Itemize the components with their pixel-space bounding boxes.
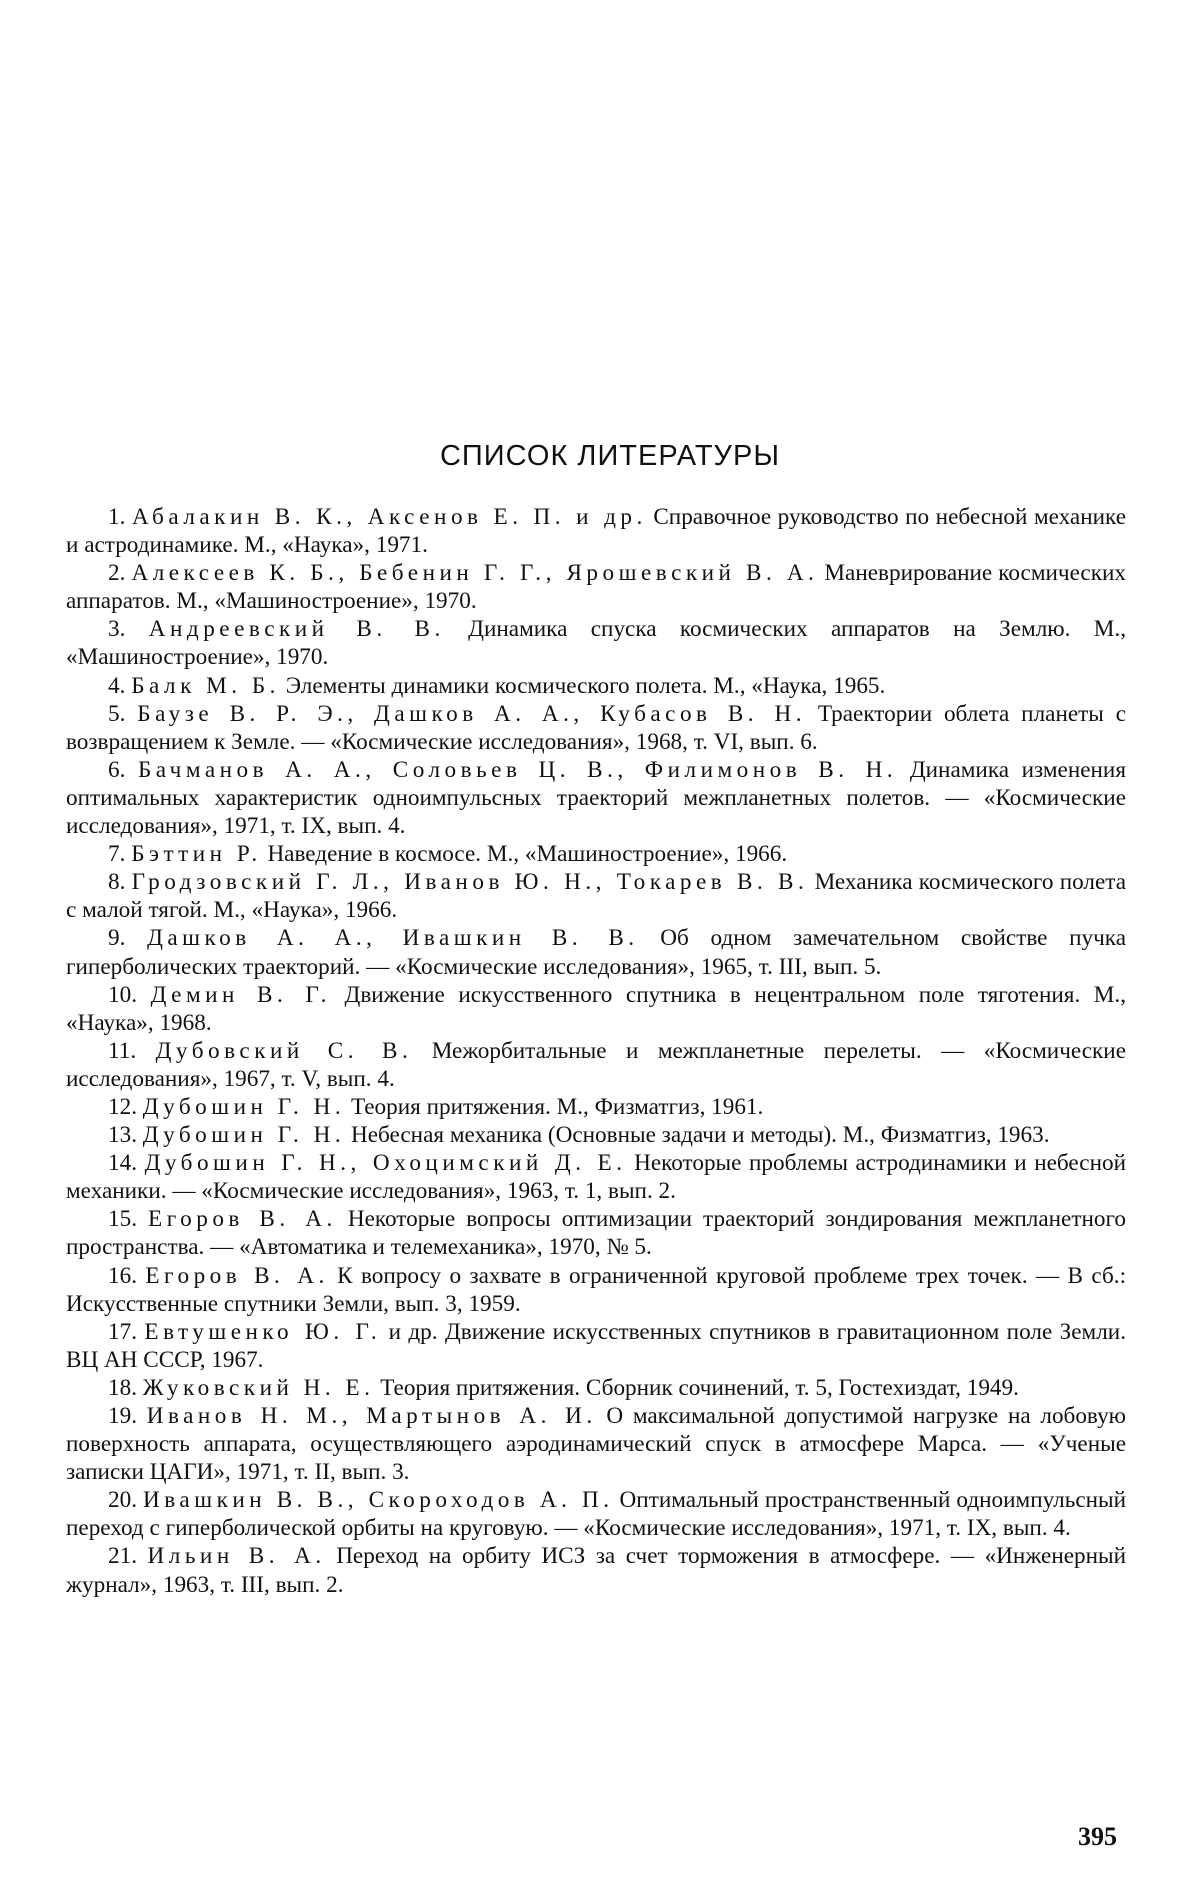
reference-number: 4.	[108, 672, 126, 699]
reference-authors: Дашков А. А., Ивашкин В. В.	[147, 925, 639, 952]
reference-authors: Дубовский С. В.	[155, 1037, 413, 1064]
reference-authors: Ильин В. А.	[147, 1543, 326, 1570]
reference-authors: Егоров В. А.	[145, 1262, 329, 1289]
reference-text: Некоторые проблемы астродинамики и небесной механики. — «Космические исследования», 1963, т. 1, вып. 2.	[66, 1150, 1126, 1205]
reference-text: и др. Движение искусственных спутников в гравитационном поле Земли. ВЦ АН СССР, 1967.	[66, 1318, 1127, 1373]
reference-number: 2.	[108, 560, 126, 587]
reference-number: 10.	[108, 981, 137, 1008]
page-title: СПИСОК ЛИТЕРАТУРЫ	[439, 440, 780, 472]
reference-number: 19.	[108, 1403, 137, 1429]
reference-text: Динамика спуска космических аппаратов на Землю. М., «Машиностроение», 1970.	[66, 616, 1126, 671]
reference-number: 8.	[108, 869, 126, 896]
page-number: 395	[1078, 1822, 1117, 1851]
reference-list	[66, 503, 1126, 1599]
reference-item	[66, 756, 1126, 840]
reference-authors: Баузе В. Р. Э., Дашков А. А., Кубасов В. Н.	[137, 700, 806, 727]
reference-item	[66, 672, 1126, 700]
reference-text: Теория притяжения. Сборник сочинений, т. 5, Гостехиздат, 1949.	[380, 1374, 1019, 1401]
reference-authors: Алексеев К. Б., Бебенин Г. Г., Ярошевский В. А.	[131, 560, 819, 587]
reference-authors: Демин В. Г.	[150, 981, 331, 1008]
reference-number: 5.	[108, 700, 126, 727]
reference-number: 6.	[108, 756, 126, 783]
reference-authors: Гродзовский Г. Л., Иванов Ю. Н., Токарев В. В.	[131, 869, 809, 896]
reference-text: Наведение в космосе. М., «Машиностроение», 1966.	[267, 841, 788, 868]
reference-text: Движение искусственного спутника в нецентральном поле тяготения. М., «Наука», 1968.	[66, 981, 1127, 1036]
reference-text: Справочное руководство по небесной механике и астродинамике. М., «Наука», 1971.	[66, 504, 1127, 559]
reference-item	[66, 559, 1126, 615]
reference-item	[66, 1374, 1126, 1402]
reference-number: 16.	[108, 1262, 137, 1289]
reference-number: 7.	[108, 841, 126, 868]
reference-item	[66, 615, 1126, 671]
reference-item	[66, 1121, 1126, 1149]
reference-authors: Егоров В. А.	[148, 1206, 337, 1233]
reference-number: 21.	[108, 1543, 137, 1570]
reference-text: Об одном замечательном свойстве пучка гиперболических траекторий. — «Космические исследования», 1965, т. III, вып. 5.	[66, 925, 1127, 980]
reference-number: 15.	[108, 1206, 137, 1233]
reference-number: 3.	[108, 616, 126, 643]
reference-item	[66, 1093, 1126, 1121]
reference-authors: Дубошин Г. Н.	[142, 1093, 346, 1120]
reference-authors: Бачманов А. А., Соловьев Ц. В., Филимонов В. Н.	[137, 756, 898, 783]
reference-item	[66, 868, 1126, 924]
reference-text: Оптимальный пространственный одноимпульсный переход с гиперболической орбиты на круговую. — «Космические исследования», 1971, т. IX, вып. 4.	[66, 1487, 1127, 1542]
reference-number: 13.	[108, 1122, 137, 1149]
reference-number: 20.	[108, 1487, 137, 1514]
reference-item	[66, 503, 1126, 559]
reference-item	[66, 924, 1126, 980]
reference-item	[66, 981, 1126, 1037]
reference-text: Межорбитальные и межпланетные перелеты. — «Космические исследования», 1967, т. V, вып. 4.	[66, 1037, 1126, 1092]
reference-number: 12.	[108, 1093, 137, 1120]
reference-authors: Иванов Н. М., Мартынов А. И.	[146, 1403, 597, 1429]
reference-item	[66, 840, 1126, 868]
reference-number: 17.	[108, 1318, 137, 1345]
reference-text: Динамика изменения оптимальных характеристик одноимпульсных траекторий межпланетных полетов. — «Космические исследования», 1971, т. IX, вып. 4.	[66, 756, 1127, 840]
reference-item	[66, 1486, 1126, 1542]
reference-authors: Ивашкин В. В., Скороходов А. П.	[143, 1487, 614, 1514]
reference-number: 11.	[108, 1037, 137, 1064]
reference-number: 1.	[108, 504, 126, 530]
reference-authors: Андреевский В. В.	[148, 616, 445, 643]
reference-number: 9.	[108, 925, 126, 952]
reference-text: Некоторые вопросы оптимизации траекторий зондирования межпланетного пространства. — «Автоматика и телемеханика», 1970, № 5.	[66, 1206, 1127, 1261]
reference-text: К вопросу о захвате в ограниченной круговой проблеме трех точек. — В сб.: Искусственные спутники Земли, вып. 3, 1959.	[66, 1262, 1127, 1317]
reference-text: Механика космического полета с малой тягой. М., «Наука», 1966.	[66, 869, 1126, 924]
reference-authors: Балк М. Б.	[131, 672, 280, 699]
reference-item	[66, 1262, 1126, 1318]
reference-authors: Дубошин Г. Н.	[142, 1122, 346, 1149]
reference-authors: Абалакин В. К., Аксенов Е. П. и др.	[131, 504, 647, 530]
reference-authors: Жуковский Н. Е.	[142, 1374, 375, 1401]
reference-item	[66, 700, 1126, 756]
reference-item	[66, 1402, 1126, 1486]
reference-authors: Евтушенко Ю. Г.	[144, 1318, 382, 1345]
reference-number: 18.	[108, 1374, 137, 1401]
reference-item	[66, 1542, 1126, 1598]
reference-number: 14.	[108, 1150, 137, 1177]
reference-authors: Дубошин Г. Н., Охоцимский Д. Е.	[144, 1150, 627, 1177]
reference-authors: Бэттин Р.	[131, 841, 262, 868]
reference-item	[66, 1205, 1126, 1261]
reference-text: Элементы динамики космического полета. М., «Наука, 1965.	[285, 672, 886, 699]
reference-text: Небесная механика (Основные задачи и методы). М., Физматгиз, 1963.	[350, 1122, 1050, 1149]
reference-text: О максимальной допустимой нагрузке на лобовую поверхность аппарата, осуществляющего аэродинамический спуск в атмосфере Марса. — «Ученые записки ЦАГИ», 1971, т. II, вып. 3.	[66, 1403, 1126, 1486]
reference-text: Маневрирование космических аппаратов. М., «Машиностроение», 1970.	[66, 560, 1126, 615]
reference-text: Траектории облета планеты с возвращением к Земле. — «Космические исследования», 1968, т. VI, вып. 6.	[66, 700, 1127, 755]
reference-item	[66, 1318, 1126, 1374]
reference-item	[66, 1149, 1126, 1205]
reference-item	[66, 1037, 1126, 1093]
reference-text: Теория притяжения. М., Физматгиз, 1961.	[350, 1093, 764, 1120]
reference-text: Переход на орбиту ИСЗ за счет торможения в атмосфере. — «Инженерный журнал», 1963, т. III, вып. 2.	[66, 1543, 1127, 1598]
